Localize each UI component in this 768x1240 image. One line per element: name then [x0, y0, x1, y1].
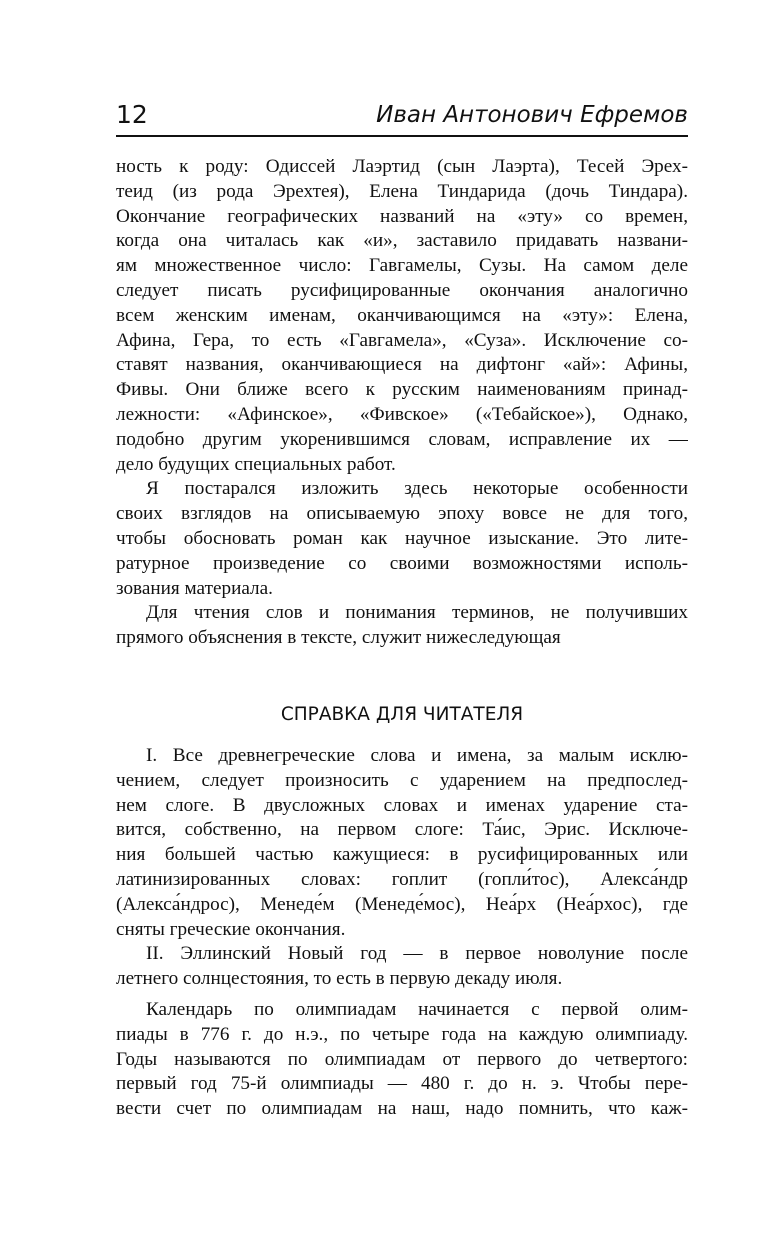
header-rule [116, 135, 688, 137]
section-heading: СПРАВКА ДЛЯ ЧИТАТЕЛЯ [280, 704, 524, 725]
text-line: прямого объяснения в тексте, служит нижеследующая [116, 627, 561, 649]
body-text-block-1 [116, 155, 688, 651]
text-line: когда она читалась как «и», заставило придавать названи- [116, 230, 688, 252]
body-text-block-2 [116, 744, 688, 1122]
text-line: латинизированных словах: гоплит (гопли́тос), Алекса́ндр [116, 868, 688, 890]
text-line: чением, следует произносить с ударением на предпослед- [116, 769, 688, 791]
text-line: вести счет по олимпиадам на наш, надо помнить, что каж- [116, 1098, 688, 1120]
text-line: дело будущих специальных работ. [116, 453, 396, 475]
text-line: Окончание географических названий на «эту» со времен, [116, 205, 688, 227]
text-line: II. Эллинский Новый год — в первое новолуние после [146, 943, 688, 965]
text-line: Годы называются по олимпиадам от первого до четвертого: [116, 1048, 688, 1070]
running-title: Иван Антонович Ефремов [376, 102, 688, 128]
text-line: ям множественное число: Гавгамелы, Сузы. На самом деле [116, 255, 688, 277]
text-line: теид (из рода Эрехтея), Елена Тиндарида (дочь Тиндара). [116, 180, 688, 202]
text-line: (Алекса́ндрос), Менеде́м (Менеде́мос), Неа́рх (Неа́рхос), где [116, 893, 688, 915]
text-line: пиады в 776 г. до н.э., по четыре года на каждую олимпиаду. [116, 1023, 688, 1045]
text-line: вится, собственно, на первом слоге: Та́ис, Эрис. Исключе- [116, 819, 688, 841]
page-header [116, 98, 688, 138]
text-line: нем слоге. В двусложных словах и именах ударение ста- [116, 794, 688, 816]
text-line: ния большей частью кажущиеся: в русифицированных или [116, 844, 688, 866]
text-line: Календарь по олимпиадам начинается с первой олим- [146, 998, 688, 1020]
text-line: Я постарался изложить здесь некоторые особенности [146, 478, 688, 500]
page-number: 12 [116, 100, 148, 129]
text-line: I. Все древнегреческие слова и имена, за малым исклю- [146, 745, 688, 766]
text-line: ставят названия, оканчивающиеся на дифтонг «ай»: Афины, [116, 354, 688, 376]
text-line: ность к роду: Одиссей Лаэртид (сын Лаэрта), Тесей Эрех- [116, 156, 688, 177]
text-line: Фивы. Они ближе всего к русским наименованиям принад- [116, 379, 688, 401]
text-line: чтобы обосновать роман как научное изыскание. Это лите- [116, 527, 688, 549]
text-line: лежности: «Афинское», «Фивское» («Тебайское»), Однако, [116, 403, 688, 425]
text-line: Для чтения слов и понимания терминов, не получивших [146, 602, 688, 624]
text-line: зования материала. [116, 577, 273, 599]
text-line: подобно другим укоренившимся словам, исправление их — [116, 428, 688, 450]
text-line: ратурное произведение со своими возможностями исполь- [116, 552, 688, 574]
text-line: сняты греческие окончания. [116, 918, 346, 940]
text-line: первый год 75-й олимпиады — 480 г. до н. э. Чтобы пере- [116, 1073, 688, 1095]
text-line: летнего солнцестояния, то есть в первую декаду июля. [116, 968, 563, 990]
text-line: своих взглядов на описываемую эпоху вовсе не для того, [116, 503, 688, 525]
text-line: следует писать русифицированные окончания аналогично [116, 279, 688, 301]
text-line: всем женским именам, оканчивающимся на «эту»: Елена, [116, 304, 688, 326]
text-line: Афина, Гера, то есть «Гавгамела», «Суза». Исключение со- [116, 329, 688, 351]
